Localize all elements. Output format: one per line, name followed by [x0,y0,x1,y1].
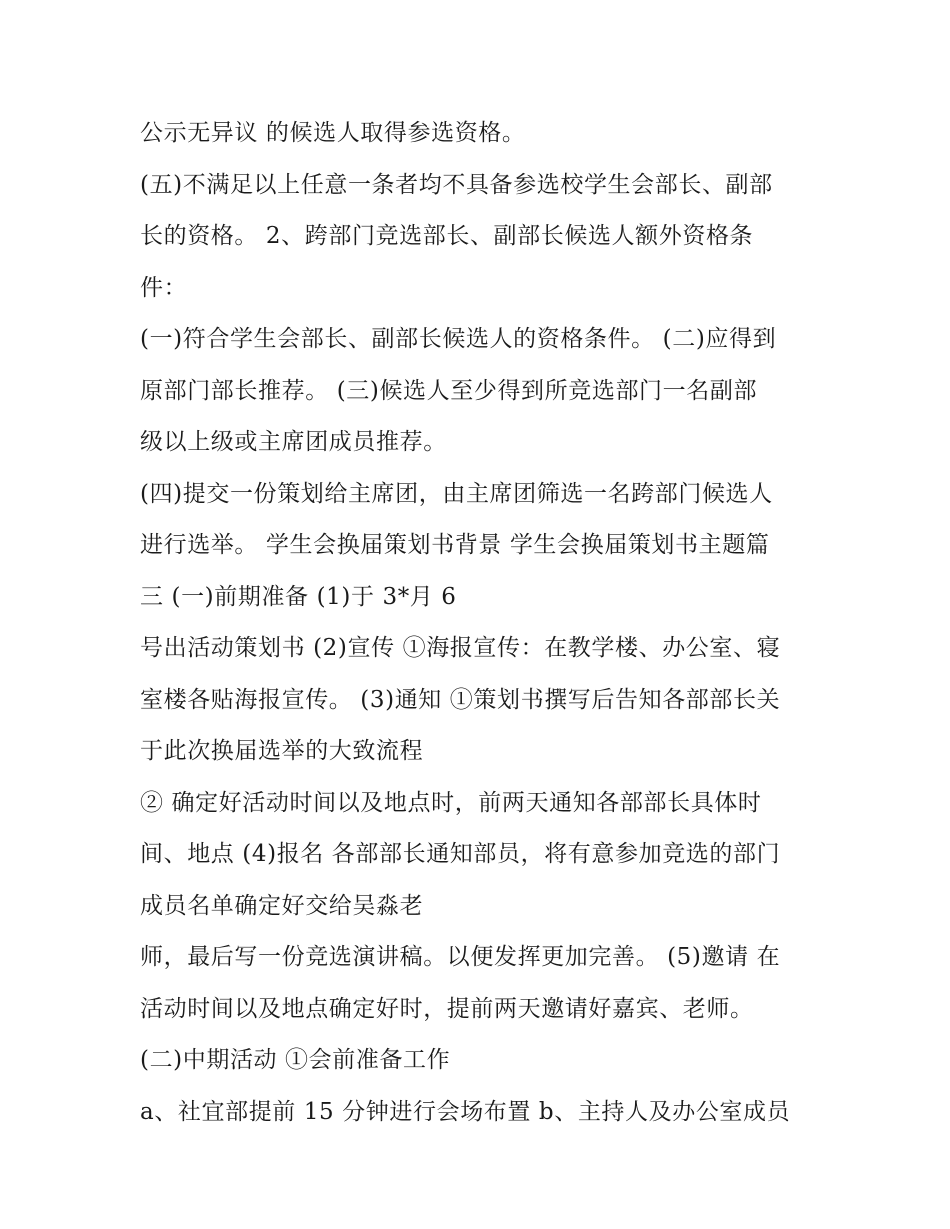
text-line: 原部门部长推荐。 (三)候选人至少得到所竞选部门一名副部 [140,377,758,404]
text-line: (二)中期活动 ①会前准备工作 [140,1047,451,1073]
text-line: 活动时间以及地点确定好时，提前两天邀请好嘉宾、老师。 [140,995,754,1022]
text-line: 于此次换届选举的大致流程 [140,738,424,764]
document-body [140,108,820,1138]
text-line: a、社宜部提前 15 分钟进行会场布置 b、主持人及办公室成员 [140,1098,791,1125]
text-line: 公示无异议 的候选人取得参选资格。 [140,120,526,146]
text-line: 师，最后写一份竞选演讲稿。以便发挥更加完善。 (5)邀请 在 [140,944,781,970]
text-line: (四)提交一份策划给主席团，由主席团筛选一名跨部门候选人 [140,480,773,507]
text-line: 进行选举。 学生会换届策划书背景 学生会换届策划书主题篇 [140,532,770,558]
text-line: 号出活动策划书 (2)宣传 ①海报宣传：在教学楼、办公室、寝 [140,635,781,661]
text-line: 室楼各贴海报宣传。 (3)通知 ①策划书撰写后告知各部部长关 [140,686,781,713]
text-line: 三 (一)前期准备 (1)于 3*月 6 [140,583,457,610]
text-line: (五)不满足以上任意一条者均不具备参选校学生会部长、副部 [140,171,773,198]
text-line: 间、地点 (4)报名 各部部长通知部员，将有意参加竞选的部门 [140,841,781,867]
text-line: ② 确定好活动时间以及地点时，前两天通知各部部长具体时 [140,789,762,816]
text-line: 成员名单确定好交给吴淼老 [140,892,424,919]
text-line: 件： [140,274,188,301]
text-line: (一)符合学生会部长、副部长候选人的资格条件。 (二)应得到 [140,326,777,352]
text-line: 长的资格。 2、跨部门竞选部长、副部长候选人额外资格条 [140,223,754,249]
text-line: 级以上级或主席团成员推荐。 [140,429,447,455]
